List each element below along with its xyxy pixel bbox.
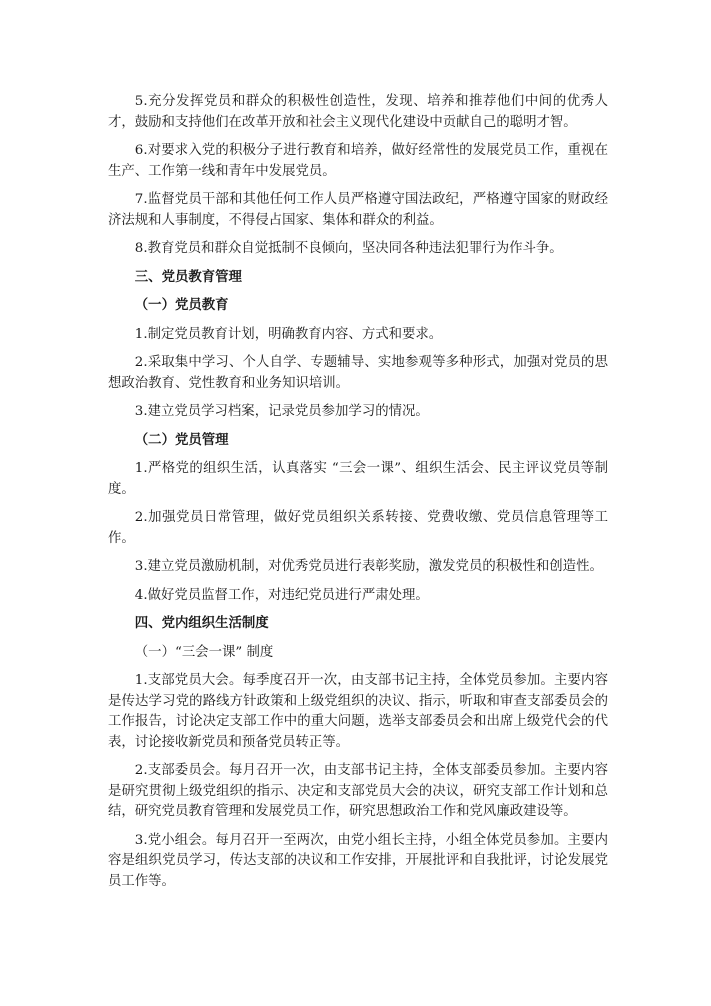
paragraph-item-5: 5.充分发挥党员和群众的积极性创造性，发现、培养和推荐他们中间的优秀人才，鼓励和支持他们在改革开放和社会主义现代化建设中贡献自己的聪明才智。	[108, 94, 608, 130]
paragraph-management-4: 4.做好党员监督工作，对违纪党员进行严肃处理。	[134, 587, 429, 603]
subsection-heading-party-education: （一）党员教育	[134, 298, 229, 313]
paragraph-education-1: 1.制定党员教育计划，明确教育内容、方式和要求。	[134, 326, 443, 342]
subsection-heading-party-management: （二）党员管理	[134, 432, 229, 448]
paragraph-management-2: 2.加强党员日常管理，做好党员组织关系转接、党费收缴、党员信息管理等工作。	[108, 510, 608, 546]
paragraph-item-8: 8.教育党员和群众自觉抵制不良倾向，坚决同各种违法犯罪行为作斗争。	[134, 241, 563, 256]
paragraph-education-2: 2.采取集中学习、个人自学、专题辅导、实地参观等多种形式，加强对党员的思想政治教育、党性教育和业务知识培训。	[108, 355, 608, 391]
paragraph-item-6: 6.对要求入党的积极分子进行教育和培养，做好经常性的发展党员工作，重视在生产、工作第一线和青年中发展党员。	[108, 143, 608, 179]
paragraph-education-3: 3.建立党员学习档案，记录党员参加学习的情况。	[134, 404, 429, 419]
paragraph-meeting-3: 3.党小组会。每月召开一至两次，由党小组长主持，小组全体党员参加。主要内容是组织党员学习，传达支部的决议和工作安排，开展批评和自我批评，讨论发展党员工作等。	[108, 832, 608, 889]
paragraph-item-7: 7.监督党员干部和其他任何工作人员严格遵守国法政纪，严格遵守国家的财政经济法规和人事制度，不得侵占国家、集体和群众的利益。	[108, 192, 608, 228]
subsection-heading-three-meetings: （一）“三会一课” 制度	[134, 644, 274, 660]
section-heading-3: 三、党员教育管理	[134, 269, 242, 285]
section-heading-4: 四、党内组织生活制度	[134, 616, 269, 631]
paragraph-management-3: 3.建立党员激励机制，对优秀党员进行表彰奖励，激发党员的积极性和创造性。	[134, 559, 603, 574]
paragraph-management-1: 1.严格党的组织生活，认真落实 “三会一课”、组织生活会、民主评议党员等制度。	[108, 461, 608, 497]
document-body	[108, 92, 608, 900]
paragraph-meeting-1: 1.支部党员大会。每季度召开一次，由支部书记主持，全体党员参加。主要内容是传达学习党的路线方针政策和上级党组织的决议、指示，听取和审查支部委员会的工作报告，讨论决定支部工作中的重大问题，选举支部委员会和出席上级党代会的代表，讨论接收新党员和预备党员转正等。	[108, 673, 608, 750]
paragraph-meeting-2: 2.支部委员会。每月召开一次，由支部书记主持，全体支部委员参加。主要内容是研究贯彻上级党组织的指示、决定和支部党员大会的决议，研究支部工作计划和总结，研究党员教育管理和发展党员工作，研究思想政治工作和党风廉政建设等。	[108, 763, 608, 819]
